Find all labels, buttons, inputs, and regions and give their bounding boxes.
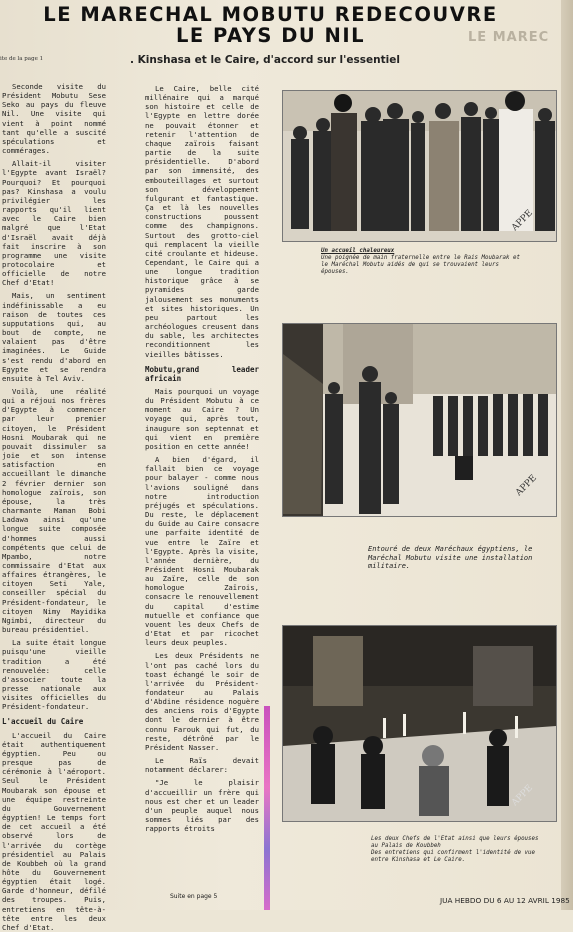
caption-body: Une poignée de main fraternelle entre le Rais Moubarak et le Maréchal Mobutu aidés de qui se trouvaient leurs épouses. bbox=[321, 255, 520, 275]
section-heading: Mobutu,grand leader africain bbox=[145, 364, 259, 383]
caption-line: au Palais de Koubbeh bbox=[371, 843, 441, 849]
paragraph: Seconde visite du Président Mobutu Sese Seko au pays du fleuve Nil. Une visite qui vient à point nommé tant qu'elle a suscité spéculations et commérages. bbox=[2, 82, 106, 156]
photo-palace-dinner bbox=[282, 625, 557, 822]
caption-line: entre Kinshasa et Le Caire. bbox=[371, 857, 466, 863]
svg-text:APPE: APPE bbox=[514, 473, 539, 499]
paragraph: Le Caire, belle cité millénaire qui a marqué son histoire et celle de l'Egypte en lettre dorée ne pouvait étonner et retenir l'attention de chaque zaïrois faisant partie de la suite présidentielle. D'abord par son immensité, des embouteillages et surtout son développement fulgurant et fantastique. Ça et là les nouvelles constructions poussent comme des champignons. Surtout des grotto-ciel qui remplacent la vieille cité croulante et hideuse. Cependant, le Caire qui a une longue tradition historique grâce à se pyramides garde jalousement ses monuments et sites historiques. Un peu partout les archéologues creusent dans du sable, les architectes reconditionnent les vieilles bâtisses. bbox=[145, 84, 259, 359]
continued-note: Suite en page 5 bbox=[170, 893, 218, 900]
photo-military-visit bbox=[282, 323, 557, 517]
photo-handshake bbox=[282, 90, 557, 242]
caption-photo-3 bbox=[371, 836, 561, 864]
bleed-through-text: LE MAREC bbox=[468, 30, 550, 45]
paragraph: "Je le plaisir d'accueillir un frère qui nous est cher et un leader d'un peuple auquel nous sommes liés par des rapports étroits bbox=[145, 778, 259, 834]
headline-line-2: LE PAYS DU NIL bbox=[175, 24, 366, 47]
paragraph: Les deux Présidents ne l'ont pas caché lors du toast échangé le soir de l'arrivée du Président-fondateur au Palais d'Abdine résidence noguère des anciens rois d'Egypte dont le dernier à être connu Farouk qui fut, du reste, détrôné par le Président Nasser. bbox=[145, 651, 259, 752]
article-column-2 bbox=[145, 84, 259, 902]
issue-footer: JUA HEBDO DU 6 AU 12 AVRIL 1985 bbox=[440, 896, 570, 905]
paragraph: Mais, un sentiment indéfinissable a eu raison de toutes ces supputations qui, au bout de compte, ne valaient pas d'être imaginées. Le Guide s'est rendu d'abord en Egypte et se rendra ensuite à Tel Aviv. bbox=[2, 291, 106, 383]
paragraph: Le Raïs devait notamment déclarer: bbox=[145, 756, 259, 775]
headline bbox=[8, 4, 533, 46]
caption-photo-2: Entouré de deux Maréchaux égyptiens, le Maréchal Mobutu visite une installation militaire. bbox=[368, 545, 533, 571]
article-column-1 bbox=[2, 82, 106, 932]
caption-title: Un accueil chaleureux bbox=[321, 248, 395, 254]
headline-line-1: LE MARECHAL MOBUTU REDECOUVRE bbox=[43, 3, 498, 26]
subtitle: . Kinshasa et le Caire, d'accord sur l'essentiel bbox=[130, 54, 400, 66]
jump-label: ite de la page 1 bbox=[0, 56, 44, 62]
svg-text:APPE: APPE bbox=[510, 208, 535, 234]
paragraph: L'accueil du Caire était authentiquement égyptien. Peu ou presque pas de cérémonie à l'aéroport. Seul le Président Moubarak son épouse et une équipe restreinte du Gouvernement égyptien! Le temps fort de cet accueil a été observé lors de l'arrivée du cortège présidentiel au Palais de Koubbeh où la grand hôte du Gouvernement égyptien était logé. Garde d'honneur, défilé des troupes. Puis, entretiens en tête-à-tête entre les deux Chef d'Etat. bbox=[2, 730, 106, 932]
paragraph: A bien d'égard, il fallait bien ce voyage pour balayer - comme nous l'avions souligné dans notre introduction préjugés et spéculations. Du reste, le déplacement du Guide au Caire consacre une parfaite identité de vue entre le Zaïre et l'Egypte. Après la visite, l'année dernière, du Président Hosni Moubarak au Zaïre, celle de son homologue Zaïrois, consacre le renouvellement du capital d'estime mutuelle et confiance que vouent les deux Chefs de d'Etat et par ricochet leurs deux peuples. bbox=[145, 455, 259, 648]
caption-line: Les deux Chefs de l'Etat ainsi que leurs épouses bbox=[371, 836, 539, 842]
paragraph: La suite était longue puisqu'une vieille tradition a été renouvelée: celle d'associer toute la presse nationale aux visites officielles du Président-fondateur. bbox=[2, 638, 106, 712]
page-crease bbox=[561, 0, 573, 910]
svg-text:APPE: APPE bbox=[510, 783, 535, 809]
paragraph: Mais pourquoi un voyage du Président Mobutu à ce moment au Caire ? Un voyage qui, après tout, inaugure son septennat et qui vient en première position en cette année! bbox=[145, 387, 259, 451]
caption-photo-1 bbox=[321, 248, 521, 276]
caption-line: Des entretiens qui confirment l'identité de vue bbox=[371, 850, 536, 856]
section-heading: L'accueil du Caire bbox=[2, 717, 84, 727]
scan-artifact bbox=[264, 706, 270, 910]
paragraph: Voilà, une réalité qui a réjoui nos frères d'Egypte à commencer par leur premier citoyen, le Président Hosni Moubarak qui ne pouvait dissimuler sa joie et son intense satisfaction en accueillant le dimanche 2 février dernier son homologue zaïrois, son épouse, la très charmante Maman Bobi Ladawa ainsi qu'une longue suite composée d'hommes aussi compétents que celui de Mpambo, notre commissaire d'Etat aux affaires étrangères, le citoyen Seti Yale, conseiller spécial du Président-fondateur, le citoyen Nimy Mayidika Ngimbi, directeur du bureau présidentiel. bbox=[2, 387, 106, 635]
paragraph: Allait-il visiter l'Egypte avant Israël? Pourquoi? Et pourquoi pas? Kinshasa a voulu privilégier les rapports qu'il lient avec le Caire bien malgré que l'Etat d'Israël avait déjà fait inscrire à son programme une visite protocolaire et officielle de notre Chef d'Etat! bbox=[2, 159, 106, 288]
